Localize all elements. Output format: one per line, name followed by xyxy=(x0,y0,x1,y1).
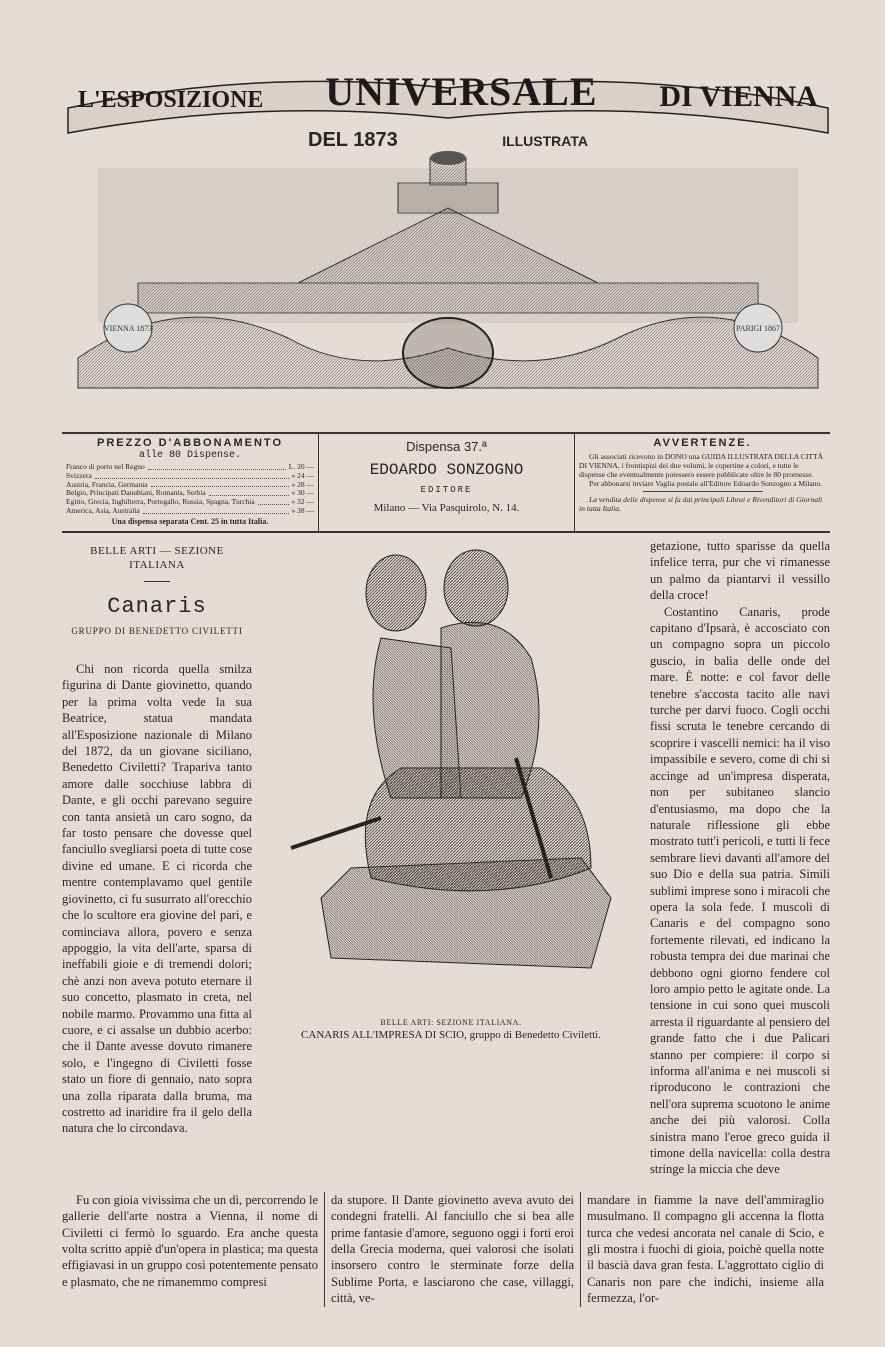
publisher-box xyxy=(318,434,574,531)
price-label: Franco di porto nel Regno xyxy=(66,462,145,471)
publisher-address: Milano — Via Pasquirolo, N. 14. xyxy=(373,502,520,514)
price-row xyxy=(66,463,314,472)
shield-right-text: PARIGI 1867 xyxy=(736,324,780,333)
price-label: Austria, Francia, Germania xyxy=(66,479,148,489)
illustration-caption xyxy=(266,1017,636,1042)
price-label: Belgio, Principati Danubiani, Romania, Serbia xyxy=(66,488,206,498)
publisher-role: EDITORE xyxy=(420,485,473,495)
article-paragraph: getazione, tutto sparisse da quella infelice terra, pur che vi rimanesse un palmo da piantarvi il vessillo della croce! xyxy=(650,539,830,603)
subscription-box xyxy=(62,434,318,531)
masthead xyxy=(58,58,838,418)
subscription-subheading: alle 80 Dispense. xyxy=(138,450,242,461)
article-right-bottom xyxy=(580,1192,830,1307)
article-paragraph: mandare in fiamme la nave dell'ammiraglio musulmano. Il compagno gli accenna la flotta turca che vedesi ancorata nel canale di Scio, e gli mostra i fuochi di gioia, poichè quella notte il bascià dava gran festa. L'aggrottato ciglio di Canaris non pare che indichi, insieme alla fermezza, l'or- xyxy=(587,1192,824,1306)
notice-text-2: Per abbonarsi inviare Vaglia postale all'Editore Edoardo Sonzogno a Milano. xyxy=(589,479,823,488)
masthead-title-left: L'ESPOSIZIONE xyxy=(78,87,264,113)
leader-dots xyxy=(151,486,289,487)
caption-title: CANARIS ALL'IMPRESA DI SCIO, gruppo di Benedetto Civiletti. xyxy=(301,1029,601,1041)
price-row xyxy=(66,507,314,516)
masthead-subtitle-left: DEL 1873 xyxy=(308,129,398,151)
header-boxes xyxy=(62,432,830,533)
price-value: » 32 — xyxy=(291,497,314,507)
section-divider xyxy=(144,581,170,582)
notice-heading: AVVERTENZE. xyxy=(653,437,752,449)
masthead-title-mid: UNIVERSALE xyxy=(325,69,598,114)
article-paragraph: Fu con gioia vivissima che un dì, percorrendo le gallerie dell'arte nostra a Vienna, il nome di Civiletti ci fermò lo sguardo. Era anche questa volta scritto appiè d'un'opera in plastica; ma questa effigiavasi in un gruppo così potentemente pensato e plasmato, che ne rimanemmo compresi xyxy=(62,1192,318,1289)
subscription-heading: PREZZO D'ABBONAMENTO xyxy=(96,437,284,449)
price-value: » 30 — xyxy=(291,488,314,498)
article-paragraph: da stupore. Il Dante giovinetto aveva avuto dei condegni fratelli. Al fanciullo che si bea alle prime fantasie d'amore, seguono oggi i forti eroi della Grecia moderna, quei valorosi che isolati insorsero contro le sterminate forze della Sublime Porta, e lasciarono che case, villaggi, città, ve- xyxy=(331,1192,574,1306)
article-left-column xyxy=(62,538,252,1178)
statue-illustration-block xyxy=(266,538,636,1178)
article-middle-bottom xyxy=(324,1192,580,1307)
price-value: » 28 — xyxy=(291,479,314,489)
price-list xyxy=(66,463,314,516)
masthead-title-right: DI VIENNA xyxy=(659,80,818,113)
article-title: Canaris xyxy=(107,594,207,619)
notice-box xyxy=(574,434,830,531)
price-label: America, Asia, Australia xyxy=(66,505,140,515)
article-subtitle: GRUPPO DI BENEDETTO CIVILETTI xyxy=(71,626,243,636)
leader-dots xyxy=(209,495,289,496)
caption-section: BELLE ARTI: SEZIONE ITALIANA. xyxy=(380,1018,522,1027)
price-label: Egitto, Grecia, Inghilterra, Portogallo, Russia, Spagna, Turchia xyxy=(66,497,255,507)
article-paragraph: Chi non ricorda quella smilza figurina di Dante giovinetto, quando per la prima volta vede la sua Beatrice, statua mandata all'Esposizione nazionale di Milano del 1872, da un giovane siciliano, Benedetto Civiletti? Trapariva tanto amore dalle socchiuse labbra di Dante, e gli occhi parevano seguire con tanta ansietà un caro sogno, da far tosto pensare che dovesse quel fanciullo svegliarsi poeta di tutte cose divine ed umane. E ci ricorda che mentre contemplavamo quel gentile giovinetto, ci fu susurrato all'orecchio che lo scultore era giovine del pari, e cominciava allora, povero e senza appoggio, la vita dell'arte, sparsa di ineffabili gioie e di tremendi dolori; chè anzi non aveva potuto eternare il suo concetto, plasmato in creta, nel nobile marmo. Provammo una fitta al cuore, e ci assalse un dubbio acerbo: che il Dante avesse dovuto rimanere solo, e l'ingegno di Civiletti fosse stato un fiore di gennaio, nato sopra una zolla riparata dalla bruma, ma costretto ad inaridire fra il gelo della natura che lo circondava. xyxy=(62,662,252,1136)
masthead-subtitle-right: ILLUSTRATA xyxy=(502,133,588,149)
price-value: L. 20 — xyxy=(288,462,314,471)
issue-number: Dispensa 37.ª xyxy=(406,439,487,454)
notice-divider xyxy=(643,491,763,492)
leader-dots xyxy=(148,469,286,470)
price-value: » 24 — xyxy=(291,470,314,480)
article-right-column xyxy=(650,538,830,1178)
canaris-statue-engraving xyxy=(266,538,636,1008)
shield-left-text: VIENNA 1873 xyxy=(103,324,153,333)
publisher-name: EDOARDO SONZOGNO xyxy=(369,461,524,479)
subscription-footer: Una dispensa separata Cent. 25 in tutta Italia. xyxy=(111,516,269,526)
leader-dots xyxy=(143,513,289,514)
article-left-bottom xyxy=(62,1192,324,1307)
section-heading: BELLE ARTI — SEZIONE ITALIANA xyxy=(90,545,224,571)
price-value: » 38 — xyxy=(291,505,314,515)
article-paragraph: Costantino Canaris, prode capitano d'Ipsarà, è accosciato con un compagno sopra un piccolo guscio, in balìa delle onde del mare. È notte: e col favor delle tenebre s'accosta tacito alle navi turche per darvi fuoco. Cogli occhi fissi scruta le tenebre cercando di scoprire i vascelli nemici: ha il viso impassibile e severo, come di chi si accinge ad un'impresa disperata, non per subitaneo slancio d'entusiasmo, ma dopo che la naturale riflessione gli ebbe mostrato tutt'i pericoli, e tutti li fece sembrare lievi davanti all'amore del suo Dio e della sua patria. Simili sublimi imprese sono i miracoli che opera la sola fede. I muscoli di Canaris e del compagno sono fortemente rilevati, ed indicano la robusta tempra dei due marinai che debbono ogni giorno fendere col loro ampio petto le agitate onde. La tensione in cui sono quei muscoli arresta il riguardante al pensiero del grande fatto che i due Palicari stanno per compiere: il corpo si informa all'anima e nei muscoli si riproducono le contrazioni che nell'ora suprema scuotono le anime anche dei più valorosi. Colla sinistra mano l'eroe greco guida il timone della navicella: colla destra stringe la miccia che deve xyxy=(650,604,830,1177)
leader-dots xyxy=(258,504,289,505)
notice-text-1: Gli associati ricevono in DONO una GUIDA ILLUSTRATA DELLA CITTÀ DI VIENNA, i frontispizi dei due volumi, le copertine a colori, e tutte le dispense che eventualmente potessero essere pubblicate oltre le 80 promesse. xyxy=(579,452,824,479)
article-body xyxy=(62,538,830,1347)
notice-text-3: La vendita delle dispense si fa dai principali Librai e Rivenditori di Giornali in tutta Italia. xyxy=(579,495,823,513)
price-label: Svizzera xyxy=(66,470,92,480)
leader-dots xyxy=(95,478,289,479)
